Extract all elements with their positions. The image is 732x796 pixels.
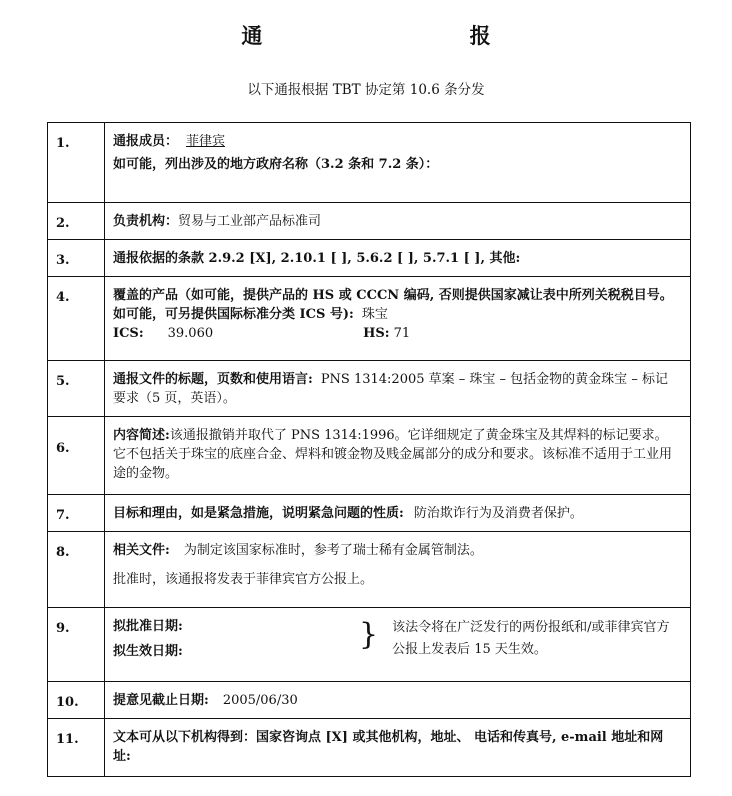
field-label: 覆盖的产品（如可能，提供产品的 HS 或 CCCN 编码, 否则提供国家减让表中所列关税税目号。如可能，可另提供国际标准分类 ICS 号): [113, 288, 673, 322]
field-label: 通报文件的标题，页数和使用语言: [113, 372, 313, 387]
field-value: 该法令将在广泛发行的两份报纸和/或菲律宾官方公报上发表后 15 天生效。 [392, 620, 670, 657]
field-label: 提意见截止日期: [113, 693, 209, 708]
row-number: 1. [48, 123, 105, 203]
table-row [48, 240, 691, 277]
field-label: 负责机构： [113, 214, 179, 229]
field-value: 珠宝 [361, 307, 388, 322]
table-row [48, 417, 691, 495]
field-value: PNS 1314:2005 草案 – 珠宝 – 包括金物的黄金珠宝 – 标记要求（5 页，英语）。 [113, 372, 668, 406]
table-row [48, 495, 691, 532]
field-label: 如可能，列出涉及的地方政府名称（3.2 条和 7.2 条）： [113, 157, 439, 172]
row-number: 6. [48, 417, 105, 495]
field-label: 目标和理由，如是紧急措施，说明紧急问题的性质: [113, 506, 404, 521]
table-row [48, 719, 691, 777]
field-value: 贸易与工业部产品标准司 [178, 214, 322, 229]
field-label: 文本可从以下机构得到：国家咨询点 [X] 或其他机构，地址、 电话和传真号, e-mail 地址和网址: [113, 730, 664, 764]
field-label: 拟生效日期: [113, 644, 183, 659]
field-label: 通报成员： [113, 134, 179, 149]
table-row [48, 203, 691, 240]
table-row [48, 532, 691, 608]
row-number: 7. [48, 495, 105, 532]
notification-table [47, 122, 691, 777]
field-label: 通报依据的条款 2.9.2 [X], 2.10.1 [ ], 5.6.2 [ ], 5.7.1 [ ], 其他: [113, 251, 521, 266]
table-row [48, 361, 691, 417]
row-number: 5. [48, 361, 105, 417]
hs-label: HS: [363, 326, 390, 341]
field-extra: 批准时，该通报将发表于菲律宾官方公报上。 [113, 572, 374, 587]
ics-label: ICS: [113, 326, 144, 341]
field-value: 2005/06/30 [222, 693, 298, 708]
field-label: 拟批准日期: [113, 619, 183, 634]
field-value: 防治欺诈行为及消费者保护。 [413, 506, 583, 521]
hs-value: 71 [393, 326, 411, 341]
row-number: 10. [48, 682, 105, 719]
brace: } [359, 617, 379, 652]
field-label: 相关文件: [113, 543, 170, 558]
row-number: 11. [48, 719, 105, 777]
table-row [48, 608, 691, 682]
field-value: 为制定该国家标准时，参考了瑞士稀有金属管制法。 [183, 543, 483, 558]
row-number: 2. [48, 203, 105, 240]
page-subtitle: 以下通报根据 TBT 协定第 10.6 条分发 [247, 82, 485, 98]
row-number: 4. [48, 277, 105, 361]
row-number: 3. [48, 240, 105, 277]
page-title: 通 报 [241, 23, 591, 48]
ics-value: 39.060 [167, 326, 214, 341]
table-row [48, 277, 691, 361]
table-row [48, 682, 691, 719]
row-number: 8. [48, 532, 105, 608]
table-row [48, 123, 691, 203]
row-number: 9. [48, 608, 105, 682]
field-value: 该通报撤销并取代了 PNS 1314:1996。它详细规定了黄金珠宝及其焊料的标记要求。它不包括关于珠宝的底座合金、焊料和镀金物及贱金属部分的成分和要求。该标准不适用于工业用途的金物。 [113, 428, 673, 481]
member-name: 菲律宾 [186, 134, 226, 149]
field-label: 内容简述: [113, 428, 170, 443]
